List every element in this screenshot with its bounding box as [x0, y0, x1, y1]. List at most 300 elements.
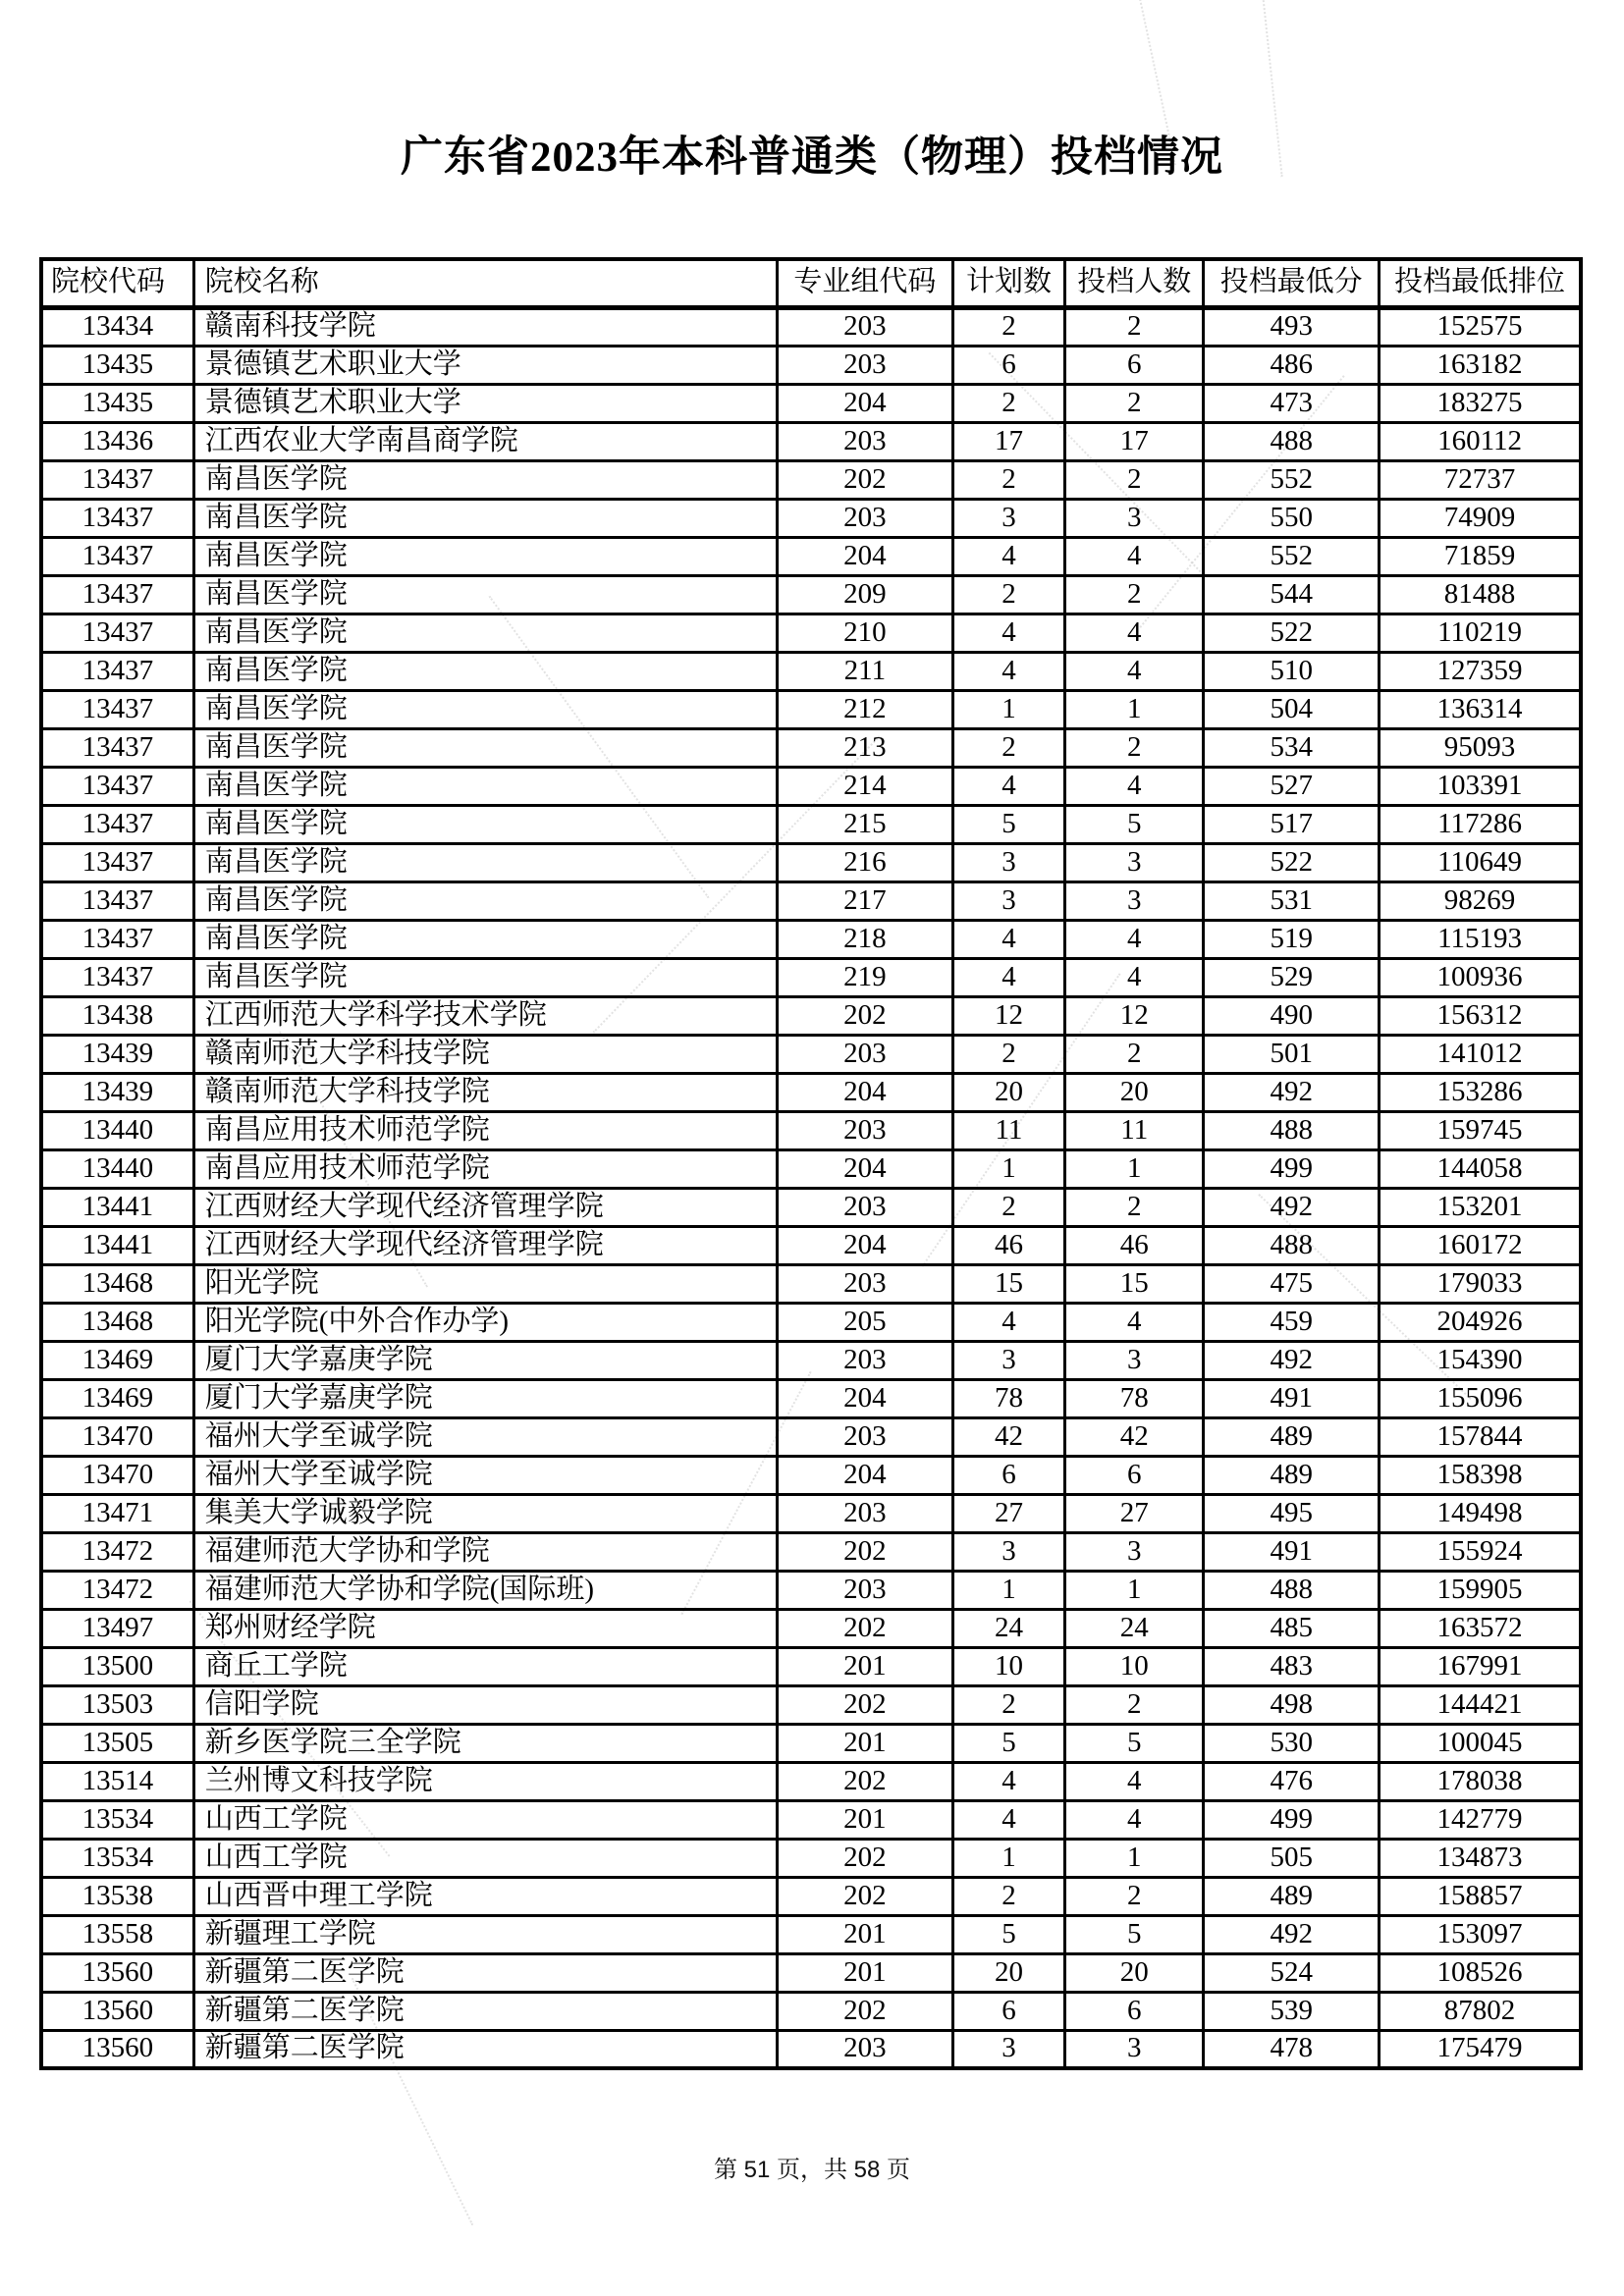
major-group-code-cell: 201	[778, 1915, 953, 1953]
min-rank-cell: 74909	[1380, 499, 1581, 537]
plan-count-cell: 78	[952, 1379, 1064, 1417]
min-score-cell: 499	[1204, 1149, 1380, 1188]
table-row	[41, 1647, 1581, 1685]
college-code-cell: 13505	[41, 1724, 193, 1762]
min-score-cell: 498	[1204, 1685, 1380, 1724]
filed-count-cell: 2	[1065, 728, 1204, 767]
table-row	[41, 1456, 1581, 1494]
filed-count-cell: 5	[1065, 1915, 1204, 1953]
college-name-cell: 集美大学诚毅学院	[193, 1494, 777, 1532]
table-row	[41, 843, 1581, 881]
plan-count-cell: 3	[952, 2030, 1064, 2068]
college-code-cell: 13437	[41, 881, 193, 920]
major-group-code-cell: 217	[778, 881, 953, 920]
min-rank-cell: 178038	[1380, 1762, 1581, 1800]
college-code-cell: 13472	[41, 1571, 193, 1609]
min-rank-cell: 127359	[1380, 652, 1581, 690]
college-name-cell: 南昌医学院	[193, 805, 777, 843]
filed-count-cell: 20	[1065, 1073, 1204, 1111]
major-group-code-cell: 203	[778, 1494, 953, 1532]
filed-count-cell: 2	[1065, 1188, 1204, 1226]
filed-count-cell: 4	[1065, 537, 1204, 575]
filed-count-cell: 2	[1065, 384, 1204, 422]
college-code-cell: 13538	[41, 1877, 193, 1915]
min-rank-cell: 156312	[1380, 996, 1581, 1035]
min-rank-cell: 160112	[1380, 422, 1581, 460]
college-name-cell: 江西师范大学科学技术学院	[193, 996, 777, 1035]
filed-count-cell: 3	[1065, 1532, 1204, 1571]
min-score-cell: 517	[1204, 805, 1380, 843]
min-score-cell: 501	[1204, 1035, 1380, 1073]
college-code-cell: 13437	[41, 728, 193, 767]
college-name-cell: 南昌医学院	[193, 652, 777, 690]
min-score-cell: 544	[1204, 575, 1380, 614]
major-group-code-cell: 203	[778, 1417, 953, 1456]
min-score-cell: 529	[1204, 958, 1380, 996]
major-group-code-cell: 204	[778, 384, 953, 422]
major-group-code-cell: 204	[778, 1456, 953, 1494]
filed-count-cell: 5	[1065, 1724, 1204, 1762]
header-filed-count: 投档人数	[1065, 259, 1204, 307]
min-rank-cell: 153097	[1380, 1915, 1581, 1953]
college-name-cell: 南昌应用技术师范学院	[193, 1149, 777, 1188]
college-code-cell: 13437	[41, 767, 193, 805]
filed-count-cell: 78	[1065, 1379, 1204, 1417]
min-score-cell: 530	[1204, 1724, 1380, 1762]
filed-count-cell: 2	[1065, 1877, 1204, 1915]
plan-count-cell: 42	[952, 1417, 1064, 1456]
min-score-cell: 495	[1204, 1494, 1380, 1532]
college-code-cell: 13469	[41, 1341, 193, 1379]
plan-count-cell: 2	[952, 384, 1064, 422]
filed-count-cell: 1	[1065, 1149, 1204, 1188]
college-code-cell: 13435	[41, 384, 193, 422]
plan-count-cell: 4	[952, 614, 1064, 652]
min-score-cell: 552	[1204, 460, 1380, 499]
table-row	[41, 1915, 1581, 1953]
table-row	[41, 499, 1581, 537]
table-row	[41, 881, 1581, 920]
college-name-cell: 赣南师范大学科技学院	[193, 1035, 777, 1073]
min-rank-cell: 155096	[1380, 1379, 1581, 1417]
college-code-cell: 13471	[41, 1494, 193, 1532]
table-row	[41, 1035, 1581, 1073]
table-row	[41, 1379, 1581, 1417]
plan-count-cell: 15	[952, 1264, 1064, 1303]
college-code-cell: 13468	[41, 1303, 193, 1341]
plan-count-cell: 1	[952, 690, 1064, 728]
table-row	[41, 1839, 1581, 1877]
college-code-cell: 13534	[41, 1800, 193, 1839]
college-name-cell: 新疆第二医学院	[193, 2030, 777, 2068]
min-score-cell: 539	[1204, 1992, 1380, 2030]
min-rank-cell: 117286	[1380, 805, 1581, 843]
table-row	[41, 460, 1581, 499]
min-score-cell: 476	[1204, 1762, 1380, 1800]
filed-count-cell: 1	[1065, 1571, 1204, 1609]
college-code-cell: 13438	[41, 996, 193, 1035]
table-row	[41, 2030, 1581, 2068]
plan-count-cell: 4	[952, 1762, 1064, 1800]
college-name-cell: 南昌应用技术师范学院	[193, 1111, 777, 1149]
filed-count-cell: 6	[1065, 346, 1204, 384]
plan-count-cell: 46	[952, 1226, 1064, 1264]
table-row	[41, 1073, 1581, 1111]
filed-count-cell: 20	[1065, 1953, 1204, 1992]
min-rank-cell: 154390	[1380, 1341, 1581, 1379]
college-name-cell: 厦门大学嘉庚学院	[193, 1379, 777, 1417]
plan-count-cell: 10	[952, 1647, 1064, 1685]
major-group-code-cell: 211	[778, 652, 953, 690]
college-code-cell: 13472	[41, 1532, 193, 1571]
header-major-group-code: 专业组代码	[778, 259, 953, 307]
major-group-code-cell: 204	[778, 1073, 953, 1111]
plan-count-cell: 1	[952, 1839, 1064, 1877]
college-code-cell: 13437	[41, 920, 193, 958]
major-group-code-cell: 203	[778, 499, 953, 537]
plan-count-cell: 4	[952, 920, 1064, 958]
college-name-cell: 南昌医学院	[193, 843, 777, 881]
min-score-cell: 534	[1204, 728, 1380, 767]
min-score-cell: 531	[1204, 881, 1380, 920]
min-score-cell: 522	[1204, 843, 1380, 881]
college-code-cell: 13437	[41, 460, 193, 499]
major-group-code-cell: 201	[778, 1647, 953, 1685]
min-score-cell: 485	[1204, 1609, 1380, 1647]
plan-count-cell: 4	[952, 1303, 1064, 1341]
filed-count-cell: 4	[1065, 958, 1204, 996]
college-code-cell: 13497	[41, 1609, 193, 1647]
min-rank-cell: 152575	[1380, 307, 1581, 346]
table-row	[41, 958, 1581, 996]
plan-count-cell: 4	[952, 767, 1064, 805]
college-name-cell: 新疆第二医学院	[193, 1992, 777, 2030]
filed-count-cell: 2	[1065, 460, 1204, 499]
min-score-cell: 492	[1204, 1188, 1380, 1226]
plan-count-cell: 3	[952, 499, 1064, 537]
college-name-cell: 景德镇艺术职业大学	[193, 384, 777, 422]
filed-count-cell: 12	[1065, 996, 1204, 1035]
filed-count-cell: 24	[1065, 1609, 1204, 1647]
college-code-cell: 13470	[41, 1417, 193, 1456]
min-rank-cell: 144058	[1380, 1149, 1581, 1188]
min-score-cell: 522	[1204, 614, 1380, 652]
plan-count-cell: 2	[952, 728, 1064, 767]
min-score-cell: 510	[1204, 652, 1380, 690]
table-row	[41, 1532, 1581, 1571]
college-name-cell: 景德镇艺术职业大学	[193, 346, 777, 384]
plan-count-cell: 6	[952, 1456, 1064, 1494]
min-rank-cell: 110219	[1380, 614, 1581, 652]
filed-count-cell: 6	[1065, 1992, 1204, 2030]
filed-count-cell: 3	[1065, 499, 1204, 537]
table-row	[41, 728, 1581, 767]
min-rank-cell: 179033	[1380, 1264, 1581, 1303]
college-code-cell: 13560	[41, 1953, 193, 1992]
college-code-cell: 13560	[41, 2030, 193, 2068]
college-name-cell: 南昌医学院	[193, 920, 777, 958]
plan-count-cell: 4	[952, 652, 1064, 690]
min-rank-cell: 160172	[1380, 1226, 1581, 1264]
filed-count-cell: 27	[1065, 1494, 1204, 1532]
min-rank-cell: 103391	[1380, 767, 1581, 805]
min-rank-cell: 72737	[1380, 460, 1581, 499]
min-score-cell: 486	[1204, 346, 1380, 384]
major-group-code-cell: 202	[778, 1992, 953, 2030]
filed-count-cell: 2	[1065, 1035, 1204, 1073]
college-code-cell: 13440	[41, 1111, 193, 1149]
min-rank-cell: 157844	[1380, 1417, 1581, 1456]
min-score-cell: 491	[1204, 1379, 1380, 1417]
filed-count-cell: 46	[1065, 1226, 1204, 1264]
college-name-cell: 山西工学院	[193, 1800, 777, 1839]
min-rank-cell: 159745	[1380, 1111, 1581, 1149]
college-code-cell: 13439	[41, 1073, 193, 1111]
major-group-code-cell: 203	[778, 422, 953, 460]
plan-count-cell: 20	[952, 1953, 1064, 1992]
college-code-cell: 13436	[41, 422, 193, 460]
plan-count-cell: 5	[952, 805, 1064, 843]
table-row	[41, 1609, 1581, 1647]
college-name-cell: 福建师范大学协和学院(国际班)	[193, 1571, 777, 1609]
filed-count-cell: 2	[1065, 1685, 1204, 1724]
filed-count-cell: 3	[1065, 881, 1204, 920]
plan-count-cell: 6	[952, 1992, 1064, 2030]
major-group-code-cell: 203	[778, 346, 953, 384]
college-name-cell: 南昌医学院	[193, 614, 777, 652]
min-score-cell: 478	[1204, 2030, 1380, 2068]
plan-count-cell: 12	[952, 996, 1064, 1035]
college-code-cell: 13470	[41, 1456, 193, 1494]
college-name-cell: 山西工学院	[193, 1839, 777, 1877]
min-score-cell: 488	[1204, 422, 1380, 460]
college-name-cell: 赣南师范大学科技学院	[193, 1073, 777, 1111]
table-row	[41, 422, 1581, 460]
min-rank-cell: 155924	[1380, 1532, 1581, 1571]
major-group-code-cell: 210	[778, 614, 953, 652]
college-code-cell: 13441	[41, 1188, 193, 1226]
plan-count-cell: 3	[952, 1341, 1064, 1379]
major-group-code-cell: 204	[778, 537, 953, 575]
table-row	[41, 1724, 1581, 1762]
min-score-cell: 492	[1204, 1341, 1380, 1379]
table-row	[41, 1149, 1581, 1188]
table-row	[41, 1226, 1581, 1264]
min-score-cell: 527	[1204, 767, 1380, 805]
filed-count-cell: 4	[1065, 1303, 1204, 1341]
min-rank-cell: 183275	[1380, 384, 1581, 422]
major-group-code-cell: 203	[778, 1264, 953, 1303]
filed-count-cell: 42	[1065, 1417, 1204, 1456]
plan-count-cell: 3	[952, 1532, 1064, 1571]
major-group-code-cell: 203	[778, 2030, 953, 2068]
table-row	[41, 537, 1581, 575]
major-group-code-cell: 218	[778, 920, 953, 958]
college-name-cell: 福州大学至诚学院	[193, 1456, 777, 1494]
min-score-cell: 492	[1204, 1073, 1380, 1111]
table-row	[41, 384, 1581, 422]
min-rank-cell: 163182	[1380, 346, 1581, 384]
header-college-name: 院校名称	[193, 259, 777, 307]
plan-count-cell: 2	[952, 1035, 1064, 1073]
college-code-cell: 13468	[41, 1264, 193, 1303]
college-name-cell: 阳光学院	[193, 1264, 777, 1303]
college-code-cell: 13437	[41, 652, 193, 690]
table-row	[41, 1800, 1581, 1839]
college-code-cell: 13435	[41, 346, 193, 384]
table-header	[41, 259, 1581, 307]
plan-count-cell: 5	[952, 1915, 1064, 1953]
college-code-cell: 13437	[41, 690, 193, 728]
major-group-code-cell: 204	[778, 1379, 953, 1417]
filed-count-cell: 4	[1065, 652, 1204, 690]
plan-count-cell: 4	[952, 537, 1064, 575]
table-row	[41, 307, 1581, 346]
college-code-cell: 13558	[41, 1915, 193, 1953]
plan-count-cell: 17	[952, 422, 1064, 460]
min-score-cell: 490	[1204, 996, 1380, 1035]
filed-count-cell: 1	[1065, 1839, 1204, 1877]
filed-count-cell: 11	[1065, 1111, 1204, 1149]
table-row	[41, 996, 1581, 1035]
college-code-cell: 13437	[41, 805, 193, 843]
college-name-cell: 赣南科技学院	[193, 307, 777, 346]
college-name-cell: 南昌医学院	[193, 767, 777, 805]
college-name-cell: 江西财经大学现代经济管理学院	[193, 1188, 777, 1226]
table-row	[41, 1762, 1581, 1800]
college-code-cell: 13441	[41, 1226, 193, 1264]
filed-count-cell: 3	[1065, 843, 1204, 881]
min-rank-cell: 153201	[1380, 1188, 1581, 1226]
min-score-cell: 489	[1204, 1456, 1380, 1494]
filed-count-cell: 5	[1065, 805, 1204, 843]
table-row	[41, 805, 1581, 843]
header-college-code: 院校代码	[41, 259, 193, 307]
major-group-code-cell: 209	[778, 575, 953, 614]
plan-count-cell: 5	[952, 1724, 1064, 1762]
table-row	[41, 920, 1581, 958]
table-row	[41, 1341, 1581, 1379]
major-group-code-cell: 214	[778, 767, 953, 805]
min-score-cell: 475	[1204, 1264, 1380, 1303]
major-group-code-cell: 202	[778, 460, 953, 499]
major-group-code-cell: 205	[778, 1303, 953, 1341]
filed-count-cell: 15	[1065, 1264, 1204, 1303]
college-name-cell: 南昌医学院	[193, 460, 777, 499]
min-rank-cell: 98269	[1380, 881, 1581, 920]
header-min-rank: 投档最低排位	[1380, 259, 1581, 307]
plan-count-cell: 3	[952, 881, 1064, 920]
major-group-code-cell: 215	[778, 805, 953, 843]
plan-count-cell: 2	[952, 307, 1064, 346]
header-row	[41, 259, 1581, 307]
min-rank-cell: 100936	[1380, 958, 1581, 996]
min-rank-cell: 71859	[1380, 537, 1581, 575]
major-group-code-cell: 203	[778, 307, 953, 346]
plan-count-cell: 4	[952, 1800, 1064, 1839]
major-group-code-cell: 203	[778, 1571, 953, 1609]
major-group-code-cell: 213	[778, 728, 953, 767]
min-score-cell: 552	[1204, 537, 1380, 575]
plan-count-cell: 11	[952, 1111, 1064, 1149]
plan-count-cell: 6	[952, 346, 1064, 384]
table-row	[41, 1188, 1581, 1226]
min-rank-cell: 115193	[1380, 920, 1581, 958]
college-name-cell: 江西财经大学现代经济管理学院	[193, 1226, 777, 1264]
major-group-code-cell: 204	[778, 1226, 953, 1264]
college-code-cell: 13560	[41, 1992, 193, 2030]
table-row	[41, 1111, 1581, 1149]
table-row	[41, 767, 1581, 805]
table-body	[41, 307, 1581, 2068]
college-code-cell: 13440	[41, 1149, 193, 1188]
min-score-cell: 524	[1204, 1953, 1380, 1992]
plan-count-cell: 27	[952, 1494, 1064, 1532]
header-plan-count: 计划数	[952, 259, 1064, 307]
college-code-cell: 13437	[41, 958, 193, 996]
major-group-code-cell: 203	[778, 1341, 953, 1379]
min-score-cell: 519	[1204, 920, 1380, 958]
college-name-cell: 新疆第二医学院	[193, 1953, 777, 1992]
major-group-code-cell: 202	[778, 1609, 953, 1647]
major-group-code-cell: 202	[778, 1762, 953, 1800]
college-name-cell: 阳光学院(中外合作办学)	[193, 1303, 777, 1341]
plan-count-cell: 20	[952, 1073, 1064, 1111]
filed-count-cell: 2	[1065, 307, 1204, 346]
table-row	[41, 1953, 1581, 1992]
page-title: 广东省2023年本科普通类（物理）投档情况	[401, 134, 1223, 181]
college-name-cell: 商丘工学院	[193, 1647, 777, 1685]
college-code-cell: 13434	[41, 307, 193, 346]
college-code-cell: 13534	[41, 1839, 193, 1877]
college-code-cell: 13437	[41, 575, 193, 614]
college-code-cell: 13439	[41, 1035, 193, 1073]
plan-count-cell: 2	[952, 575, 1064, 614]
major-group-code-cell: 212	[778, 690, 953, 728]
major-group-code-cell: 219	[778, 958, 953, 996]
college-code-cell: 13469	[41, 1379, 193, 1417]
table-row	[41, 1264, 1581, 1303]
college-code-cell: 13437	[41, 843, 193, 881]
filed-count-cell: 6	[1065, 1456, 1204, 1494]
college-name-cell: 山西晋中理工学院	[193, 1877, 777, 1915]
filed-count-cell: 2	[1065, 575, 1204, 614]
filed-count-cell: 4	[1065, 767, 1204, 805]
min-rank-cell: 204926	[1380, 1303, 1581, 1341]
min-score-cell: 489	[1204, 1417, 1380, 1456]
min-rank-cell: 144421	[1380, 1685, 1581, 1724]
major-group-code-cell: 202	[778, 1839, 953, 1877]
min-rank-cell: 100045	[1380, 1724, 1581, 1762]
major-group-code-cell: 201	[778, 1800, 953, 1839]
plan-count-cell: 3	[952, 843, 1064, 881]
min-rank-cell: 158857	[1380, 1877, 1581, 1915]
table-row	[41, 1992, 1581, 2030]
min-score-cell: 550	[1204, 499, 1380, 537]
min-rank-cell: 95093	[1380, 728, 1581, 767]
min-score-cell: 459	[1204, 1303, 1380, 1341]
table-row	[41, 1303, 1581, 1341]
min-score-cell: 492	[1204, 1915, 1380, 1953]
major-group-code-cell: 204	[778, 1149, 953, 1188]
filed-count-cell: 4	[1065, 1762, 1204, 1800]
table-row	[41, 1417, 1581, 1456]
min-score-cell: 488	[1204, 1111, 1380, 1149]
admission-score-table	[39, 257, 1583, 2070]
min-rank-cell: 163572	[1380, 1609, 1581, 1647]
major-group-code-cell: 202	[778, 1685, 953, 1724]
plan-count-cell: 4	[952, 958, 1064, 996]
